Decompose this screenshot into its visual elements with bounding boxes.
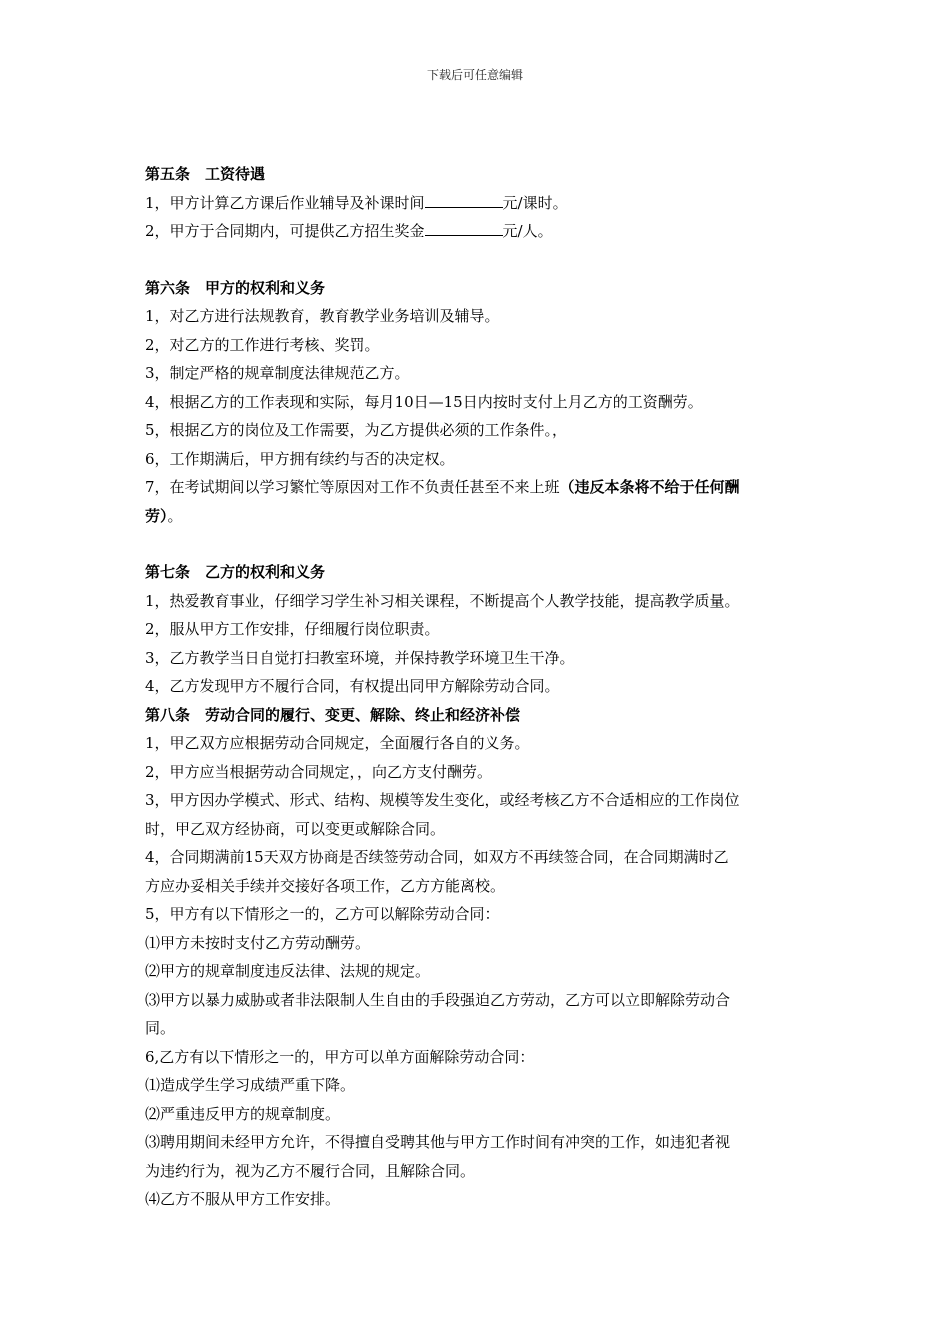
- section-6-item-7: 7，在考试期间以学习繁忙等原因对工作不负责任甚至不来上班（违反本条将不给于任何酬: [145, 478, 740, 496]
- section-7-item: 3，乙方教学当日自觉打扫教室环境，并保持教学环境卫生干净。: [145, 648, 575, 667]
- fill-blank[interactable]: [425, 193, 503, 208]
- section-6-item: 5，根据乙方的岗位及工作需要，为乙方提供必须的工作条件。，: [145, 421, 568, 439]
- fill-blank[interactable]: [425, 221, 503, 236]
- section-8-item: ⑴造成学生学习成绩严重下降。: [145, 1076, 356, 1094]
- section-8-item: 时，甲乙双方经协商，可以变更或解除合同。: [145, 819, 446, 838]
- section-6-title: 第六条 甲方的权利和义务: [145, 278, 326, 297]
- section-5-item-2: 2，甲方于合同期内，可提供乙方招生奖金 元/人。: [145, 222, 553, 240]
- section-8-item: ⑴甲方未按时支付乙方劳动酬劳。: [145, 933, 371, 952]
- section-8-item: 方应办妥相关手续并交接好各项工作，乙方方能离校。: [145, 876, 506, 895]
- document-body: [145, 160, 813, 1214]
- section-8-item: 同。: [145, 1019, 176, 1037]
- section-8-item: 2，甲方应当根据劳动合同规定，，向乙方支付酬劳。: [145, 762, 493, 781]
- section-8-item: ⑵严重违反甲方的规章制度。: [145, 1104, 341, 1123]
- page-header: 下载后可任意编辑: [426, 68, 523, 82]
- section-6-item: 3，制定严格的规章制度法律规范乙方。: [145, 364, 410, 382]
- section-8-item: 5，甲方有以下情形之一的，乙方可以解除劳动合同：: [145, 905, 500, 923]
- section-8-item: 3，甲方因办学模式、形式、结构、规模等发生变化，或经考核乙方不合适相应的工作岗位: [145, 791, 740, 809]
- section-7-item: 2，服从甲方工作安排，仔细履行岗位职责。: [145, 620, 440, 638]
- section-6-item: 4，根据乙方的工作表现和实际，每月10日—15日内按时支付上月乙方的工资酬劳。: [145, 392, 703, 411]
- section-5-item-1: 1，甲方计算乙方课后作业辅导及补课时间 元/课时。: [145, 193, 568, 212]
- section-6-item: 2，对乙方的工作进行考核、奖罚。: [145, 335, 380, 354]
- section-8-item: 为违约行为，视为乙方不履行合同，且解除合同。: [145, 1161, 476, 1180]
- section-8-item: 4，合同期满前15天双方协商是否续签劳动合同，如双方不再续签合同，在合同期满时乙: [145, 848, 729, 866]
- section-8-item: 1，甲乙双方应根据劳动合同规定，全面履行各自的义务。: [145, 734, 530, 752]
- section-7-item: 1，热爱教育事业，仔细学习学生补习相关课程，不断提高个人教学技能，提高教学质量。: [145, 591, 740, 610]
- section-8-item: ⑶甲方以暴力威胁或者非法限制人生自由的手段强迫乙方劳动，乙方可以立即解除劳动合: [145, 990, 731, 1009]
- section-8-item: ⑷乙方不服从甲方工作安排。: [145, 1190, 341, 1208]
- section-7-item: 4，乙方发现甲方不履行合同，有权提出同甲方解除劳动合同。: [145, 677, 560, 695]
- section-6-item-7-cont: 劳）。: [145, 506, 183, 525]
- section-8-item: ⑶聘用期间未经甲方允许，不得擅自受聘其他与甲方工作时间有冲突的工作，如违犯者视: [145, 1133, 731, 1151]
- section-5-title: 第五条 工资待遇: [145, 165, 266, 183]
- section-8-title: 第八条 劳动合同的履行、变更、解除、终止和经济补偿: [145, 705, 521, 724]
- section-6-item: 1，对乙方进行法规教育，教育教学业务培训及辅导。: [145, 307, 500, 325]
- section-7-title: 第七条 乙方的权利和义务: [145, 563, 326, 581]
- section-6-item: 6，工作期满后，甲方拥有续约与否的决定权。: [145, 449, 455, 468]
- section-8-item: 6,乙方有以下情形之一的，甲方可以单方面解除劳动合同：: [145, 1047, 535, 1066]
- section-8-item: ⑵甲方的规章制度违反法律、法规的规定。: [145, 962, 431, 980]
